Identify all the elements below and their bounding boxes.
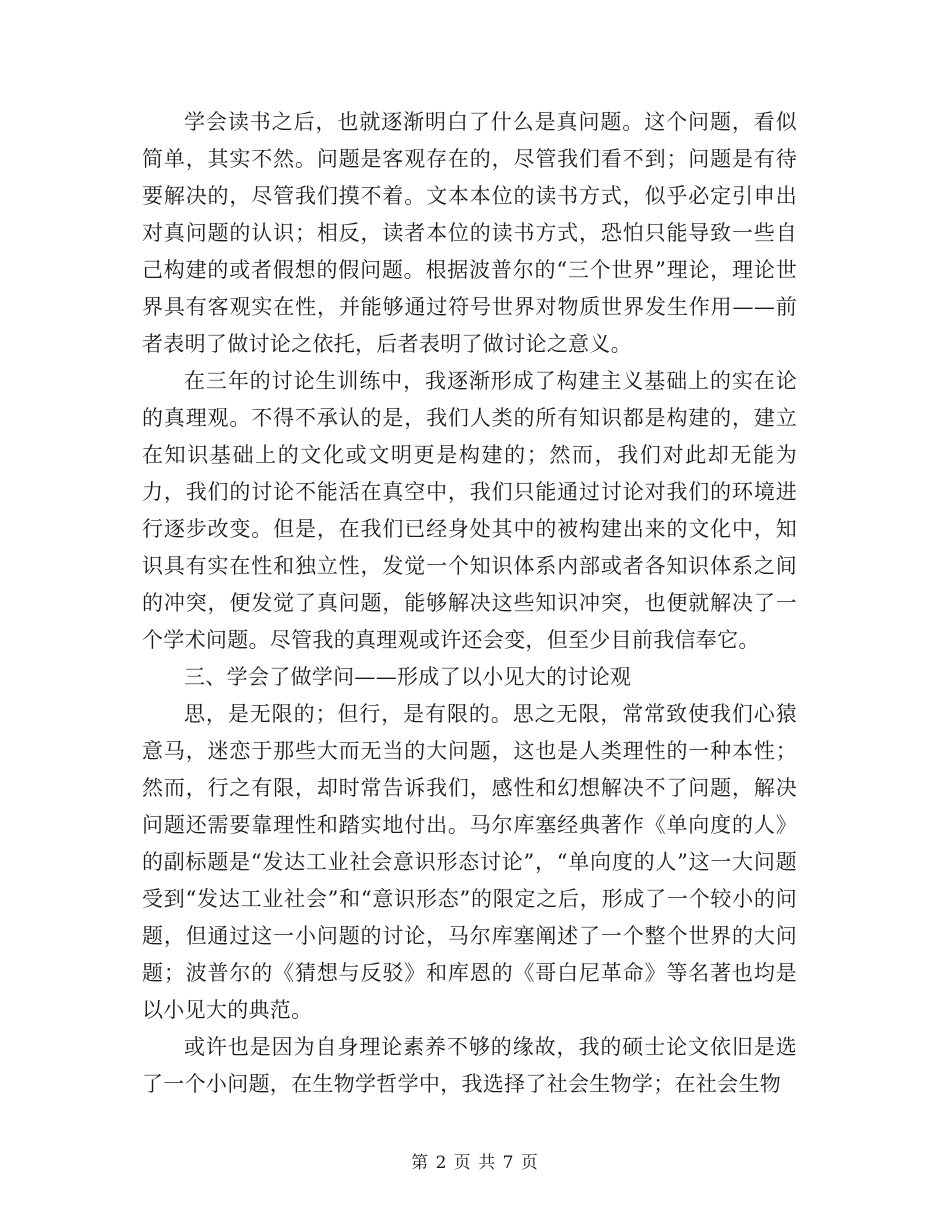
section-heading: 三、学会了做学问——形成了以小见大的讨论观 bbox=[184, 665, 632, 689]
paragraph-4: 或许也是因为自身理论素养不够的缘故，我的硕士论文依旧是选了一个小问题，在生物学哲学中，我选择了社会生物学；在社会生物 bbox=[142, 1035, 797, 1096]
page-number-footer: 第 2 页 共 7 页 bbox=[411, 1153, 539, 1173]
document-body bbox=[142, 104, 797, 1103]
paragraph-1: 学会读书之后，也就逐渐明白了什么是真问题。这个问题，看似简单，其实不然。问题是客观存在的，尽管我们看不到；问题是有待要解决的，尽管我们摸不着。文本本位的读书方式，似乎必定引申出对真问题的认识；相反，读者本位的读书方式，恐怕只能导致一些自己构建的或者假想的假问题。根据波普尔的“三个世界”理论，理论世界具有客观实在性，并能够通过符号世界对物质世界发生作用——前者表明了做讨论之依托，后者表明了做讨论之意义。 bbox=[142, 110, 797, 356]
paragraph-2: 在三年的讨论生训练中，我逐渐形成了构建主义基础上的实在论的真理观。不得不承认的是，我们人类的所有知识都是构建的，建立在知识基础上的文化或文明更是构建的；然而，我们对此却无能为力，我们的讨论不能活在真空中，我们只能通过讨论对我们的环境进行逐步改变。但是，在我们已经身处其中的被构建出来的文化中，知识具有实在性和独立性，发觉一个知识体系内部或者各知识体系之间的冲突，便发觉了真问题，能够解决这些知识冲突，也便就解决了一个学术问题。尽管我的真理观或许还会变，但至少目前我信奉它。 bbox=[142, 369, 797, 652]
paragraph-3: 思，是无限的；但行，是有限的。思之无限，常常致使我们心猿意马，迷恋于那些大而无当的大问题，这也是人类理性的一种本性；然而，行之有限，却时常告诉我们，感性和幻想解决不了问题，解决问题还需要靠理性和踏实地付出。马尔库塞经典著作《单向度的人》的副标题是“发达工业社会意识形态讨论”，“单向度的人”这一大问题受到“发达工业社会”和“意识形态”的限定之后，形成了一个较小的问题，但通过这一小问题的讨论，马尔库塞阐述了一个整个世界的大问题；波普尔的《猜想与反驳》和库恩的《哥白尼革命》等名著也均是以小见大的典范。 bbox=[142, 702, 797, 1022]
